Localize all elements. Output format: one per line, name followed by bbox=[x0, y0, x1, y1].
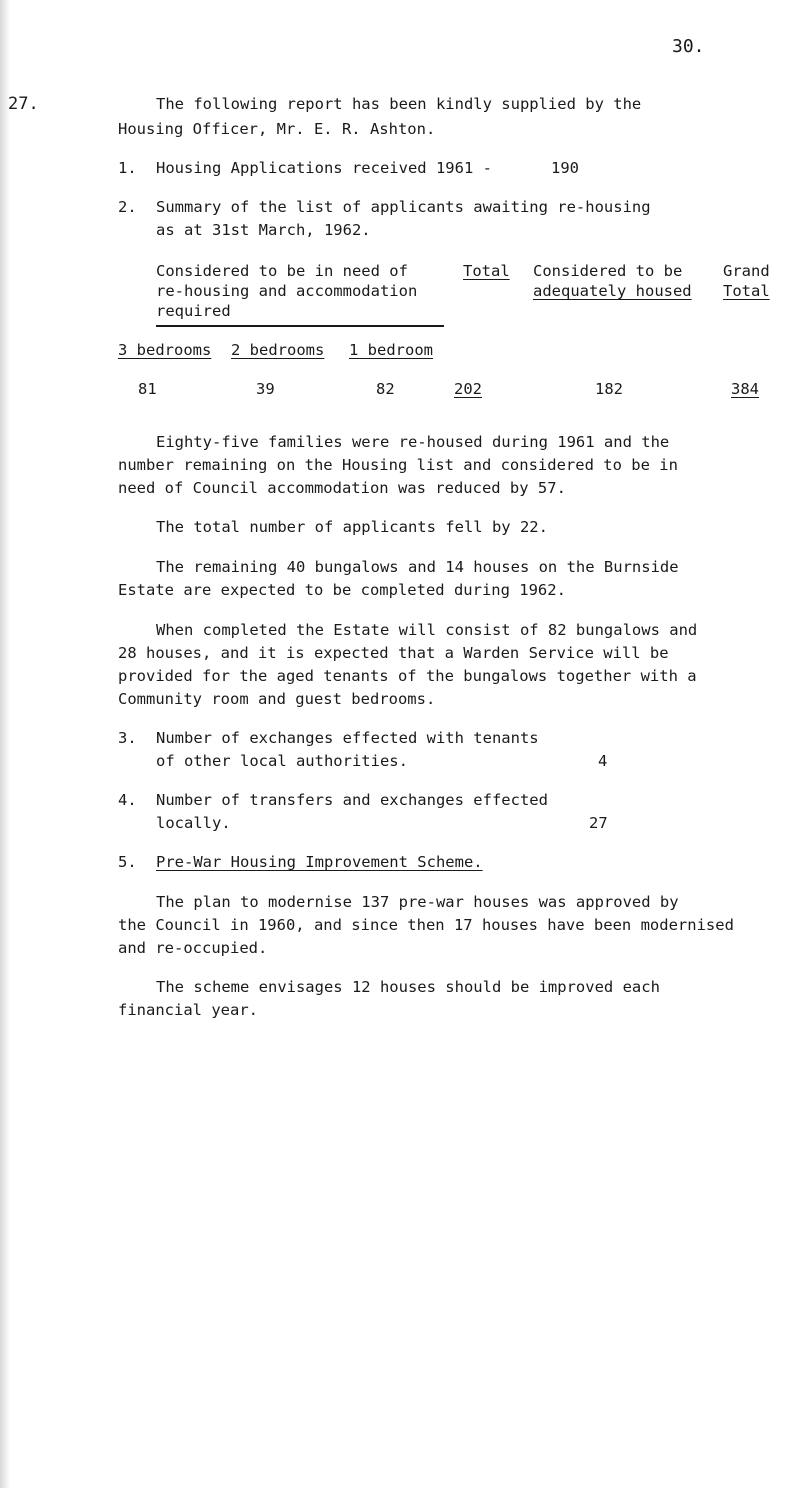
value-3-bedrooms: 81 bbox=[138, 380, 157, 398]
item-5-paragraph-1-line-1: The plan to modernise 137 pre-war houses was approved by bbox=[156, 893, 679, 911]
header-grand-total-2: Total bbox=[723, 282, 770, 300]
item-5-paragraph-2-line-2: financial year. bbox=[118, 1001, 258, 1019]
page-edge-shadow bbox=[0, 0, 10, 1488]
header-total: Total bbox=[463, 262, 510, 280]
paragraph-2: The total number of applicants fell by 22. bbox=[156, 518, 548, 536]
section-number: 27. bbox=[8, 94, 39, 114]
item-2-number: 2. bbox=[118, 198, 137, 216]
header-considered-need-2: re-housing and accommodation bbox=[156, 282, 418, 300]
header-considered-housed-1: Considered to be bbox=[533, 262, 683, 280]
item-2-line-2: as at 31st March, 1962. bbox=[156, 221, 371, 239]
intro-line-1: The following report has been kindly supplied by the bbox=[156, 95, 642, 113]
item-4-number: 4. bbox=[118, 791, 137, 809]
item-4-line-1: Number of transfers and exchanges effected bbox=[156, 791, 548, 809]
intro-line-2: Housing Officer, Mr. E. R. Ashton. bbox=[118, 120, 436, 138]
bedrooms-1-label: 1 bedroom bbox=[349, 341, 433, 359]
paragraph-4-line-3: provided for the aged tenants of the bungalows together with a bbox=[118, 667, 697, 685]
item-5-heading: Pre-War Housing Improvement Scheme. bbox=[156, 853, 483, 871]
header-need-underline bbox=[156, 325, 444, 327]
paragraph-1-line-2: number remaining on the Housing list and considered to be in bbox=[118, 456, 678, 474]
header-grand-total-1: Grand bbox=[723, 262, 770, 280]
header-considered-need-3: required bbox=[156, 302, 231, 320]
item-5-paragraph-2-line-1: The scheme envisages 12 houses should be improved each bbox=[156, 978, 660, 996]
item-5-paragraph-1-line-3: and re-occupied. bbox=[118, 939, 268, 957]
value-adequately-housed: 182 bbox=[595, 380, 623, 398]
item-1-number: 1. bbox=[118, 159, 137, 177]
item-5-number: 5. bbox=[118, 853, 137, 871]
item-4-value: 27 bbox=[589, 814, 608, 832]
paragraph-1-line-1: Eighty-five families were re-housed during 1961 and the bbox=[156, 433, 670, 451]
item-4-line-2: locally. bbox=[156, 814, 231, 832]
item-3-value: 4 bbox=[598, 752, 608, 770]
item-1-label: Housing Applications received 1961 - bbox=[156, 159, 492, 177]
page-number: 30. bbox=[672, 36, 705, 57]
value-1-bedroom: 82 bbox=[376, 380, 395, 398]
paragraph-3-line-2: Estate are expected to be completed during 1962. bbox=[118, 581, 566, 599]
item-5-paragraph-1-line-2: the Council in 1960, and since then 17 houses have been modernised bbox=[118, 916, 734, 934]
header-considered-need-1: Considered to be in need of bbox=[156, 262, 408, 280]
header-considered-housed-2: adequately housed bbox=[533, 282, 692, 300]
item-2-line-1: Summary of the list of applicants awaiting re-housing bbox=[156, 198, 651, 216]
value-grand-total: 384 bbox=[731, 380, 759, 398]
item-3-line-1: Number of exchanges effected with tenants bbox=[156, 729, 539, 747]
value-total: 202 bbox=[454, 380, 482, 398]
item-3-line-2: of other local authorities. bbox=[156, 752, 408, 770]
bedrooms-3-label: 3 bedrooms bbox=[118, 341, 212, 359]
item-1-value: 190 bbox=[551, 159, 579, 177]
item-3-number: 3. bbox=[118, 729, 137, 747]
paragraph-4-line-2: 28 houses, and it is expected that a Warden Service will be bbox=[118, 644, 669, 662]
bedrooms-2-label: 2 bedrooms bbox=[231, 341, 325, 359]
value-2-bedrooms: 39 bbox=[256, 380, 275, 398]
paragraph-1-line-3: need of Council accommodation was reduced by 57. bbox=[118, 479, 566, 497]
paragraph-3-line-1: The remaining 40 bungalows and 14 houses on the Burnside bbox=[156, 558, 679, 576]
paragraph-4-line-1: When completed the Estate will consist of 82 bungalows and bbox=[156, 621, 698, 639]
paragraph-4-line-4: Community room and guest bedrooms. bbox=[118, 690, 436, 708]
